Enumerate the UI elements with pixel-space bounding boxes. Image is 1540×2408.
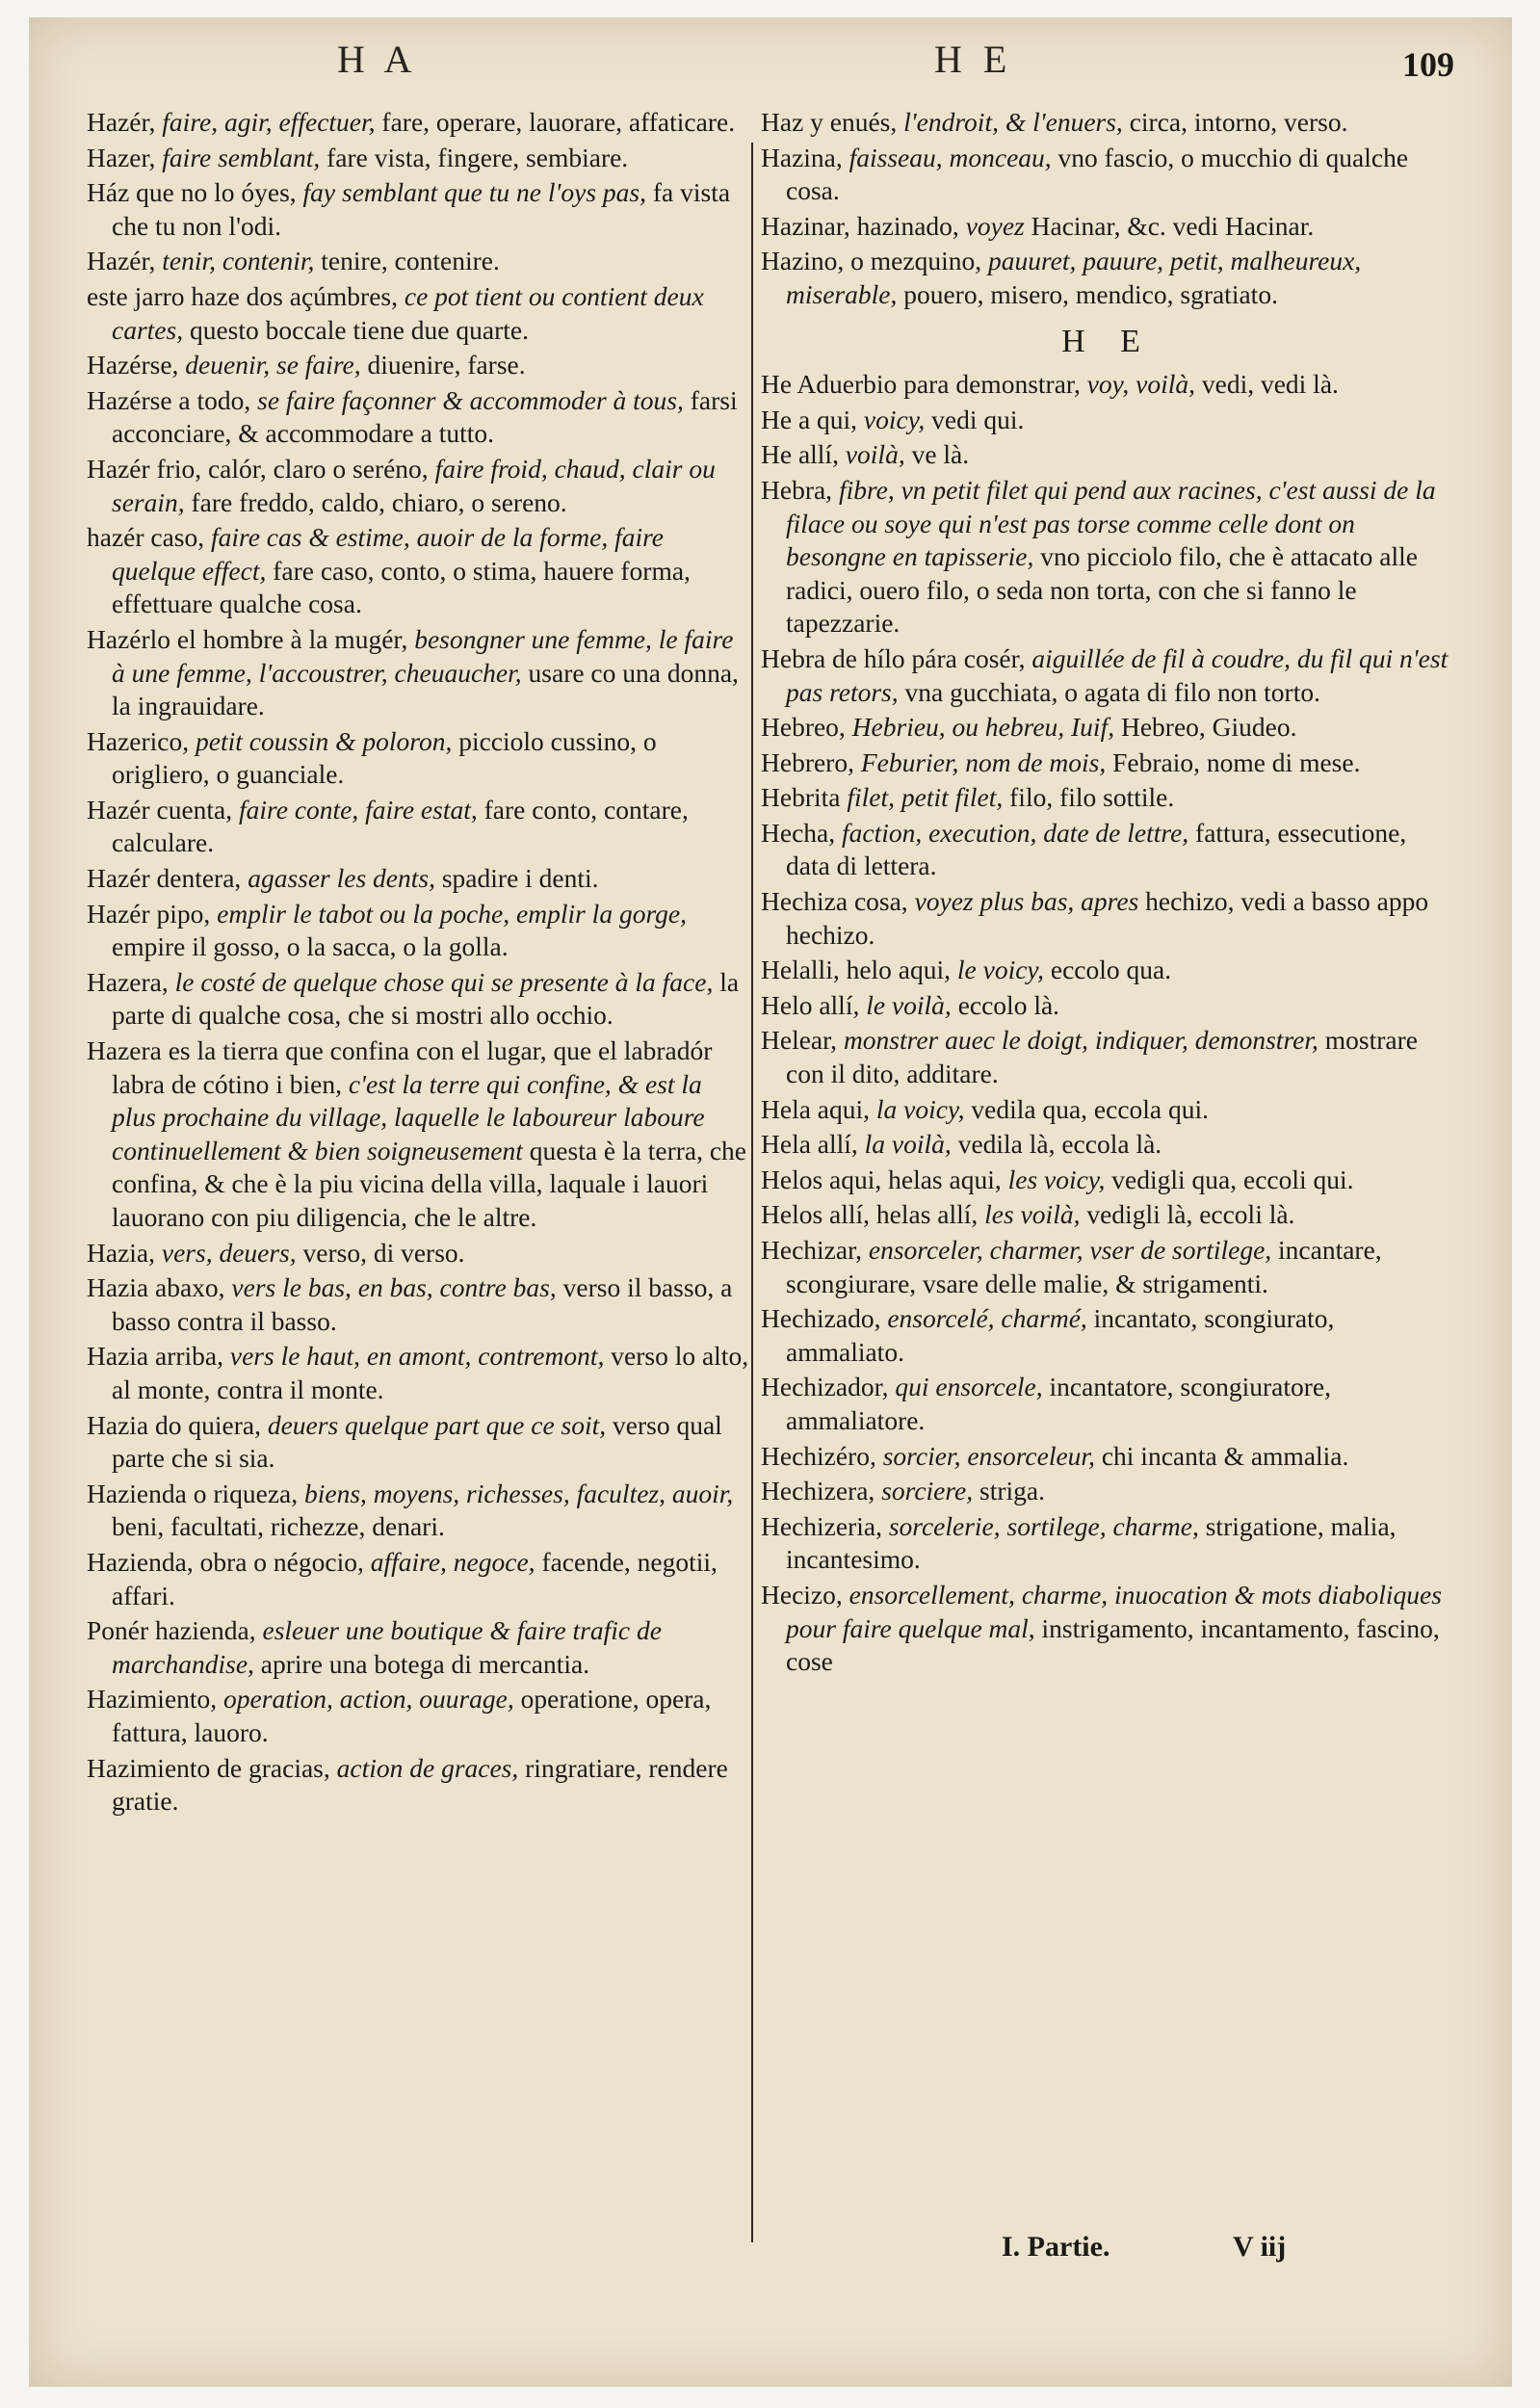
headword: Hazér cuenta, xyxy=(87,794,233,824)
french-gloss: operation, action, ouurage, xyxy=(223,1684,514,1714)
french-gloss: ensorceler, charmer, vser de sortilege, xyxy=(868,1235,1272,1265)
french-gloss: deuenir, se faire, xyxy=(185,350,361,380)
italian-gloss: fare caso, conto, o stima, hauere forma, effettuare qualche cosa. xyxy=(112,555,691,619)
italian-gloss: incantatore, scongiuratore, ammaliatore. xyxy=(786,1372,1331,1435)
french-gloss: les voilà, xyxy=(984,1199,1081,1230)
italian-gloss: fare, operare, lauorare, affaticare. xyxy=(381,107,736,137)
french-gloss: ensorcelé, charmé, xyxy=(887,1303,1087,1334)
dictionary-entry xyxy=(761,746,1454,780)
french-gloss: c'est la terre qui confine, & est la plus prochaine du village, laquelle le laboureur laboure continuellement & bien soigneusement xyxy=(112,1068,705,1165)
italian-gloss: Hebreo, Giudeo. xyxy=(1120,712,1297,743)
italian-gloss: verso, di verso. xyxy=(302,1237,465,1268)
italian-gloss: fare vista, fingere, sembiare. xyxy=(326,142,629,172)
italian-gloss: beni, facultati, richezze, denari. xyxy=(112,1511,445,1542)
dictionary-entry xyxy=(761,642,1454,709)
headword: Hazér pipo, xyxy=(87,898,211,929)
french-gloss: la voilà, xyxy=(864,1129,952,1160)
headword: Hecizo, xyxy=(761,1579,843,1610)
headword: Hazér frio, calór, claro o seréno, xyxy=(87,453,429,484)
french-gloss: besongner une femme, le faire à une femme, l'accoustrer, cheuaucher, xyxy=(112,623,734,688)
dictionary-entry xyxy=(87,280,751,347)
headword: Hazer, xyxy=(87,142,156,172)
italian-gloss: ve là. xyxy=(911,439,970,470)
italian-gloss: farsi acconciare, & accommodare a tutto. xyxy=(112,384,738,449)
italian-gloss: aprire una botega di mercantia. xyxy=(260,1648,590,1679)
italian-gloss: empire il gosso, o la sacca, o la golla. xyxy=(112,931,509,962)
headword: Hecha, xyxy=(761,817,836,848)
italian-gloss: operatione, opera, fattura, lauoro. xyxy=(112,1684,712,1747)
dictionary-entry xyxy=(87,176,751,243)
french-gloss: faction, execution, date de lettre, xyxy=(841,817,1189,848)
headword: Hechizar, xyxy=(761,1235,863,1265)
italian-gloss: diuenire, farse. xyxy=(367,350,526,380)
headword: Hazér, xyxy=(87,107,156,137)
italian-gloss: Febraio, nome di mese. xyxy=(1112,746,1361,777)
french-gloss: le costé de quelque chose qui se presente à la face, xyxy=(174,966,714,997)
headword: Ponér hazienda, xyxy=(87,1615,256,1646)
headword: Hazera es la tierra que confina con el lugar, que el labradór labra de cótino i bien, xyxy=(87,1035,713,1099)
italian-gloss: facende, negotii, affari. xyxy=(112,1546,718,1610)
headword: Helos aqui, helas aqui, xyxy=(761,1164,1002,1194)
dictionary-entry xyxy=(761,1164,1454,1197)
dictionary-entry xyxy=(87,862,751,896)
headword: He a qui, xyxy=(761,404,858,434)
italian-gloss: questo boccale tiene due quarte. xyxy=(189,314,529,345)
dictionary-entry xyxy=(87,1237,751,1270)
french-gloss: faire conte, faire estat, xyxy=(239,794,478,824)
italian-gloss: ringratiare, rendere gratie. xyxy=(112,1752,728,1817)
dictionary-entry xyxy=(87,453,751,519)
section-heading: H E xyxy=(1061,323,1154,359)
french-gloss: faire froid, chaud, clair ou serain, xyxy=(112,453,716,517)
french-gloss: petit coussin & poloron, xyxy=(195,725,453,756)
headword: Hebra, xyxy=(761,474,833,505)
left-column xyxy=(87,106,751,1820)
headword: Hechizeria, xyxy=(761,1510,882,1541)
dictionary-entry xyxy=(761,1475,1454,1508)
french-gloss: faire cas & estime, auoir de la forme, faire quelque effect, xyxy=(112,522,664,586)
headword: Hazino, o mezquino, xyxy=(761,246,982,276)
headword: Hazér dentera, xyxy=(87,863,242,894)
headword: Hechizado, xyxy=(761,1303,881,1334)
dictionary-entry xyxy=(87,1752,751,1819)
running-head-left: H A xyxy=(337,38,418,81)
italian-gloss: vno picciolo filo, che è attacato alle radici, ouero filo, o seda non torta, con che si fanno le tapezzarie. xyxy=(786,541,1418,639)
italian-gloss: mostrare con il dito, additare. xyxy=(786,1025,1418,1089)
headword: He allí, xyxy=(761,439,839,470)
french-gloss: faire, agir, effectuer, xyxy=(162,107,376,137)
french-gloss: fibre, vn petit filet qui pend aux racines, c'est aussi de la filace ou soye qui n'est pas torse comme celle dont on besongne en tapisserie, xyxy=(786,474,1436,572)
italian-gloss: hechizo, vedi a basso appo hechizo. xyxy=(786,886,1429,950)
italian-gloss: usare co una donna, la ingrauidare. xyxy=(112,657,739,721)
headword: Hazérlo el hombre à la mugér, xyxy=(87,623,408,654)
french-gloss: esleuer une boutique & faire trafic de marchandise, xyxy=(112,1615,662,1679)
dictionary-entry xyxy=(761,1579,1454,1679)
page-number: 109 xyxy=(1402,45,1454,84)
dictionary-entry xyxy=(87,521,751,621)
dictionary-entry xyxy=(761,438,1454,472)
headword: Hebra de hílo pára cosér, xyxy=(761,642,1026,673)
headword: Hazera, xyxy=(87,966,169,997)
french-gloss: qui ensorcele, xyxy=(895,1372,1043,1402)
dictionary-entry xyxy=(87,1683,751,1749)
headword: Hazerico, xyxy=(87,725,190,756)
headword: Hazia do quiera, xyxy=(87,1409,261,1440)
french-gloss: ensorcellement, charme, inuocation & mots diaboliques pour faire quelque mal, xyxy=(786,1579,1442,1643)
french-gloss: filet, petit filet, xyxy=(847,782,1004,813)
french-gloss: Hebrieu, ou hebreu, Iuif, xyxy=(851,712,1115,743)
italian-gloss: vedigli qua, eccoli qui. xyxy=(1111,1164,1354,1194)
french-gloss: faire semblant, xyxy=(162,142,321,172)
french-gloss: les voicy, xyxy=(1007,1164,1106,1194)
headword: Helear, xyxy=(761,1025,838,1056)
headword: Hazinar, hazinado, xyxy=(761,210,959,241)
italian-gloss: vedila là, eccola là. xyxy=(957,1129,1162,1160)
headword: Hebrita xyxy=(761,782,841,813)
headword: He Aduerbio para demonstrar, xyxy=(761,369,1081,400)
italian-gloss: fattura, essecutione, data di lettera. xyxy=(786,817,1407,881)
dictionary-entry xyxy=(87,1409,751,1476)
french-gloss: deuers quelque part que ce soit, xyxy=(267,1409,607,1440)
right-column xyxy=(761,106,1454,1681)
french-gloss: Feburier, nom de mois, xyxy=(860,746,1107,777)
dictionary-entry xyxy=(87,349,751,382)
italian-gloss: tenire, contenire. xyxy=(321,246,500,276)
headword: Haz y enués, xyxy=(761,107,898,137)
headword: Hela allí, xyxy=(761,1129,858,1160)
dictionary-entry xyxy=(761,1510,1454,1577)
italian-gloss: questa è la terra, che confina, & che è la piu vicina della villa, laquale i lauori lauorano con piu diligencia, che le altre. xyxy=(112,1135,747,1232)
dictionary-entry xyxy=(761,1440,1454,1474)
italian-gloss: la parte di qualche cosa, che si mostri allo occhio. xyxy=(112,966,740,1031)
french-gloss: aiguillée de fil à coudre, du fil qui n'est pas retors, xyxy=(786,642,1449,707)
dictionary-entry xyxy=(761,781,1454,815)
french-gloss: voicy, xyxy=(863,404,926,434)
french-gloss: vers le bas, en bas, contre bas, xyxy=(231,1272,557,1303)
dictionary-entry xyxy=(87,1034,751,1235)
french-gloss: ce pot tient ou contient deux cartes, xyxy=(112,280,704,345)
french-gloss: l'endroit, & l'enuers, xyxy=(903,107,1123,137)
dictionary-entry xyxy=(87,142,751,175)
headword: Hazienda, obra o négocio, xyxy=(87,1546,364,1577)
dictionary-entry xyxy=(87,1271,751,1338)
french-gloss: la voicy, xyxy=(875,1093,965,1124)
dictionary-entry xyxy=(761,1371,1454,1437)
french-gloss: vers le haut, en amont, contremont, xyxy=(229,1341,605,1372)
french-gloss: se faire façonner & accommoder à tous, xyxy=(257,384,684,415)
italian-gloss: striga. xyxy=(979,1476,1045,1506)
dictionary-entry xyxy=(761,474,1454,641)
italian-gloss: incantato, scongiurato, ammaliato. xyxy=(786,1303,1335,1367)
column-divider xyxy=(751,143,753,2242)
dictionary-entry xyxy=(761,368,1454,402)
french-gloss: monstrer auec le doigt, indiquer, demonstrer, xyxy=(843,1025,1318,1056)
dictionary-entry xyxy=(761,954,1454,987)
dictionary-entry xyxy=(87,966,751,1033)
headword: Hazérse a todo, xyxy=(87,384,251,415)
headword: Hazimiento de gracias, xyxy=(87,1752,330,1783)
part-label: I. Partie. xyxy=(1002,2231,1110,2263)
italian-gloss: vna gucchiata, o agata di filo non torto. xyxy=(904,676,1320,707)
french-gloss: fay semblant que tu ne l'oys pas, xyxy=(302,177,646,208)
italian-gloss: incantare, scongiurare, vsare delle malie, & strigamenti. xyxy=(786,1235,1382,1298)
dictionary-entry xyxy=(761,1234,1454,1300)
italian-gloss: circa, intorno, verso. xyxy=(1129,107,1348,137)
italian-gloss: vno fascio, o mucchio di qualche cosa. xyxy=(786,142,1409,206)
french-gloss: sorciere, xyxy=(881,1476,974,1506)
dictionary-entry xyxy=(87,898,751,964)
italian-gloss: vedi, vedi là. xyxy=(1201,369,1339,400)
french-gloss: sorcelerie, sortilege, charme, xyxy=(888,1510,1199,1541)
headword: Hebrero, xyxy=(761,746,854,777)
headword: Hebreo, xyxy=(761,712,846,743)
italian-gloss: pouero, misero, mendico, sgratiato. xyxy=(903,278,1278,309)
italian-gloss: verso qual parte che si sia. xyxy=(112,1409,722,1474)
italian-gloss: fa vista che tu non l'odi. xyxy=(112,177,731,241)
italian-gloss: chi incanta & ammalia. xyxy=(1101,1440,1349,1471)
french-gloss: action de graces, xyxy=(336,1752,519,1783)
headword: Hechizera, xyxy=(761,1476,875,1506)
dictionary-entry xyxy=(761,1302,1454,1369)
italian-gloss: verso il basso, a basso contra il basso. xyxy=(112,1272,733,1336)
headword: Hazia abaxo, xyxy=(87,1272,225,1303)
headword: Hechizéro, xyxy=(761,1440,876,1471)
running-head-right: H E xyxy=(934,38,1013,81)
headword: Ház que no lo óyes, xyxy=(87,177,297,208)
headword: Hazienda o riqueza, xyxy=(87,1478,299,1508)
dictionary-entry xyxy=(87,725,751,792)
headword: Helalli, helo aqui, xyxy=(761,955,952,985)
french-gloss: sorcier, ensorceleur, xyxy=(882,1440,1095,1471)
italian-gloss: picciolo cussino, o origliero, o guanciale. xyxy=(112,725,657,790)
dictionary-entry xyxy=(87,245,751,278)
dictionary-entry xyxy=(87,384,751,451)
dictionary-entry xyxy=(761,1093,1454,1127)
french-gloss: voyez plus bas, apres xyxy=(914,886,1139,917)
page-footer xyxy=(1002,2231,1286,2264)
french-gloss: voyez xyxy=(965,210,1025,241)
italian-gloss: eccolo là. xyxy=(957,989,1060,1020)
french-gloss: le voicy, xyxy=(956,955,1044,985)
headword: Hazér, xyxy=(87,246,156,276)
french-gloss: biens, moyens, richesses, facultez, auoir, xyxy=(304,1478,734,1508)
dictionary-entry xyxy=(761,142,1454,208)
dictionary-entry xyxy=(761,1198,1454,1232)
dictionary-entry xyxy=(761,817,1454,883)
dictionary-entry xyxy=(761,106,1454,140)
italian-gloss: instrigamento, incantamento, fascino, cose xyxy=(786,1612,1440,1677)
dictionary-entry xyxy=(761,1128,1454,1162)
dictionary-entry xyxy=(761,1024,1454,1090)
dictionary-entry xyxy=(761,989,1454,1023)
headword: este jarro haze dos açúmbres, xyxy=(87,280,398,311)
italian-gloss: fare conto, contare, calculare. xyxy=(112,794,689,858)
headword: Hechiza cosa, xyxy=(761,886,908,917)
headword: Hazimiento, xyxy=(87,1684,218,1714)
dictionary-entry xyxy=(761,245,1454,311)
headword: hazér caso, xyxy=(87,522,205,553)
italian-gloss: filo, filo sottile. xyxy=(1009,782,1175,813)
dictionary-entry xyxy=(87,623,751,723)
headword: Hechizador, xyxy=(761,1372,889,1402)
dictionary-entry xyxy=(761,885,1454,952)
italian-gloss: eccolo qua. xyxy=(1050,955,1172,985)
french-gloss: agasser les dents, xyxy=(248,863,435,894)
dictionary-entry xyxy=(87,794,751,860)
italian-gloss: vedila qua, eccola qui. xyxy=(971,1093,1210,1124)
headword: Hazina, xyxy=(761,142,843,172)
french-gloss: affaire, negoce, xyxy=(370,1546,535,1577)
italian-gloss: vedi qui. xyxy=(931,404,1025,434)
dictionary-entry xyxy=(87,1546,751,1612)
dictionary-entry xyxy=(87,1340,751,1406)
french-gloss: emplir le tabot ou la poche, emplir la gorge, xyxy=(217,898,687,929)
french-gloss: faisseau, monceau, xyxy=(848,142,1052,172)
book-page xyxy=(29,17,1512,2387)
signature-mark: V iij xyxy=(1232,2231,1287,2263)
french-gloss: voy, voilà, xyxy=(1086,369,1195,400)
headword: Hazia arriba, xyxy=(87,1341,223,1372)
dictionary-entry xyxy=(761,404,1454,437)
headword: Helo allí, xyxy=(761,989,860,1020)
dictionary-entry xyxy=(87,1614,751,1681)
italian-gloss: strigatione, malia, incantesimo. xyxy=(786,1510,1396,1575)
italian-gloss: vedigli là, eccoli là. xyxy=(1086,1199,1295,1230)
headword: Hazia, xyxy=(87,1237,155,1268)
italian-gloss: spadire i denti. xyxy=(441,863,599,894)
italian-gloss: Hacinar, &c. vedi Hacinar. xyxy=(1031,210,1315,241)
french-gloss: le voilà, xyxy=(866,989,952,1020)
headword: Hela aqui, xyxy=(761,1093,871,1124)
french-gloss: voilà, xyxy=(845,439,905,470)
headword: Helos allí, helas allí, xyxy=(761,1199,979,1230)
dictionary-entry xyxy=(761,210,1454,244)
dictionary-entry xyxy=(87,106,751,140)
french-gloss: pauuret, pauure, petit, malheureux, miserable, xyxy=(786,246,1362,309)
french-gloss: vers, deuers, xyxy=(161,1237,297,1268)
italian-gloss: verso lo alto, al monte, contra il monte. xyxy=(112,1341,749,1404)
italian-gloss: fare freddo, caldo, chiaro, o sereno. xyxy=(191,486,567,517)
headword: Hazérse, xyxy=(87,350,179,380)
dictionary-entry xyxy=(87,1478,751,1544)
dictionary-entry xyxy=(761,711,1454,745)
french-gloss: tenir, contenir, xyxy=(162,246,315,276)
